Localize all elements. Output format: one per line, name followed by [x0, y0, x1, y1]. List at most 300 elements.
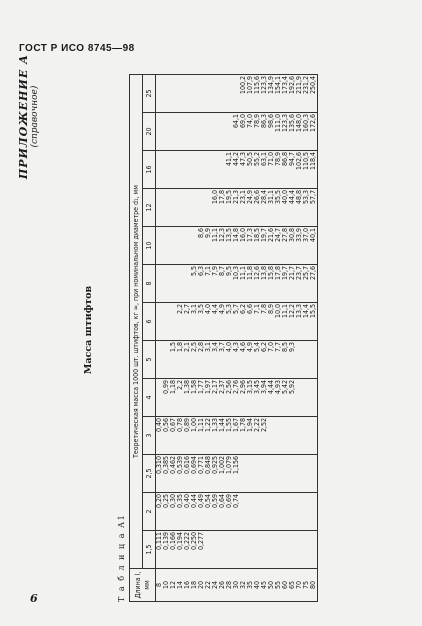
table-cell — [240, 456, 247, 491]
table-cell: 7,9 — [211, 266, 219, 277]
length-value: 35 — [246, 581, 254, 590]
table-cell: 1,11 — [197, 418, 205, 433]
table-cell — [289, 418, 296, 453]
table-cell: 6,3 — [197, 266, 205, 277]
table-cell: 31,1 — [267, 190, 275, 205]
table-cell: 78,9 — [253, 114, 261, 129]
table-cell: 0,925 — [211, 456, 219, 475]
table-cell: 47,3 — [239, 152, 247, 167]
table-cell: 4,0 — [225, 342, 233, 353]
table-cell: 134,9 — [267, 76, 275, 95]
table-cell: 0,40 — [183, 494, 191, 509]
table-cell — [156, 114, 163, 149]
table-cell — [184, 152, 191, 187]
table-cell: 0,222 — [183, 532, 191, 551]
table-cell: 11,1 — [239, 266, 247, 281]
length-header: Длина l, мм — [130, 569, 156, 602]
table-cell: 118,4 — [309, 152, 317, 171]
table-cell — [268, 456, 275, 491]
table-cell: 94,7 — [288, 152, 296, 167]
table-cell — [177, 152, 184, 187]
table-cell: 1,5 — [169, 342, 177, 353]
diameter-header-row — [143, 75, 156, 602]
length-value: 14 — [176, 581, 184, 590]
length-value: 28 — [225, 581, 233, 590]
table-cell — [289, 532, 296, 567]
length-value: 18 — [190, 581, 198, 590]
table-cell: 0,44 — [190, 494, 198, 509]
table-cell: 148,0 — [295, 114, 303, 133]
table-cell — [170, 190, 177, 225]
rotated-content — [11, 50, 401, 610]
table-cell: 23,7 — [295, 266, 303, 281]
table-cell: 3,1 — [204, 342, 212, 353]
length-value: 26 — [218, 581, 226, 590]
table-cell: 4,93 — [274, 380, 282, 395]
table-cell: 1,156 — [232, 456, 240, 475]
table-cell: 4,0 — [204, 304, 212, 315]
table-cell: 123,3 — [281, 114, 289, 133]
table-cell: 21,3 — [232, 190, 240, 205]
table-cell: 0,166 — [169, 532, 177, 551]
length-value: 16 — [183, 581, 191, 590]
mass-column-3 — [156, 417, 318, 455]
table-cell: 17,3 — [246, 228, 254, 243]
table-cell: 15,8 — [267, 266, 275, 281]
table-cell: 0,74 — [232, 494, 240, 509]
diameter-header-10: 16 — [143, 151, 156, 189]
table-cell: 0,277 — [197, 532, 205, 551]
table-cell: 2,8 — [197, 342, 205, 353]
table-cell: 1,00 — [190, 418, 198, 433]
length-value: 80 — [309, 581, 317, 590]
table-cell — [163, 76, 170, 111]
table-cell: 192,6 — [288, 76, 296, 95]
length-value: 24 — [211, 581, 219, 590]
table-cell — [240, 532, 247, 567]
table-cell: 55,2 — [253, 152, 261, 167]
length-value: 32 — [239, 581, 247, 590]
table-cell — [219, 76, 226, 111]
diameter-header-2: 2,5 — [143, 455, 156, 493]
table-cell: 0,462 — [169, 456, 177, 475]
mass-column-11 — [156, 113, 318, 151]
table-cell: 16,0 — [239, 228, 247, 243]
length-value: 20 — [197, 581, 205, 590]
diameter-header-7: 8 — [143, 265, 156, 303]
table-cell: 11,1 — [211, 228, 219, 243]
table-cell: 15,5 — [309, 304, 317, 319]
table-cell — [219, 114, 226, 149]
table-cell: 2,2 — [176, 304, 184, 315]
table-cell: 0,64 — [218, 494, 226, 509]
table-cell — [163, 266, 170, 301]
appendix-heading — [17, 54, 40, 179]
mass-column-6 — [156, 303, 318, 341]
diameter-header-9: 12 — [143, 189, 156, 227]
table-cell — [310, 380, 317, 415]
table-cell — [205, 532, 212, 567]
table-cell — [254, 456, 261, 491]
table-cell: 1,55 — [225, 418, 233, 433]
table-cell: 11,1 — [281, 304, 289, 319]
table-cell: 0,385 — [162, 456, 170, 475]
table-cell — [240, 494, 247, 529]
table-cell — [296, 380, 303, 415]
table-cell: 37,0 — [302, 228, 310, 243]
table-cell: 14,8 — [232, 228, 240, 243]
table-cell — [261, 456, 268, 491]
table-cell — [303, 380, 310, 415]
table-cell — [170, 266, 177, 301]
mass-column-9 — [156, 189, 318, 227]
table-cell: 13,8 — [260, 266, 268, 281]
table-cell — [310, 456, 317, 491]
table-cell: 0,30 — [169, 494, 177, 509]
table-cell — [156, 190, 163, 225]
table-cell — [184, 228, 191, 263]
table-cell — [247, 456, 254, 491]
diameter-header-3: 3 — [143, 417, 156, 455]
table-cell — [296, 342, 303, 377]
table-cell — [163, 304, 170, 339]
table-cell — [247, 494, 254, 529]
appendix-subtitle: (справочное) — [30, 85, 40, 148]
table-cell: 6,2 — [260, 342, 268, 353]
table-cell — [184, 76, 191, 111]
table-cell: 12,6 — [253, 266, 261, 281]
table-cell: 0,59 — [211, 494, 219, 509]
length-value: 22 — [204, 581, 212, 590]
table-cell — [184, 114, 191, 149]
table-cell — [233, 532, 240, 567]
table-cell: 250,4 — [309, 76, 317, 95]
table-cell — [282, 532, 289, 567]
table-cell: 4,9 — [218, 304, 226, 315]
table-cell: 2,5 — [190, 342, 198, 353]
table-cell — [275, 494, 282, 529]
table-cell: 0,54 — [204, 494, 212, 509]
table-cell: 21,6 — [267, 228, 275, 243]
table-cell — [303, 418, 310, 453]
table-cell: 5,3 — [225, 304, 233, 315]
table-cell — [170, 76, 177, 111]
table-cell: 107,9 — [246, 76, 254, 95]
table-cell — [163, 228, 170, 263]
table-cell: 27,6 — [309, 266, 317, 281]
table-cell: 0,694 — [190, 456, 198, 475]
appendix-title: ПРИЛОЖЕНИЕ А — [17, 54, 30, 180]
table-cell: 2,22 — [253, 418, 261, 433]
table-cell — [275, 532, 282, 567]
table-cell: 30,8 — [288, 228, 296, 243]
table-cell: 231,2 — [302, 76, 310, 95]
table-cell: 4,6 — [239, 342, 247, 353]
mass-column-1 — [156, 493, 318, 531]
table-cell — [303, 456, 310, 491]
table-cell — [310, 418, 317, 453]
table-cell — [289, 494, 296, 529]
mass-table — [129, 74, 318, 602]
mass-column-4 — [156, 379, 318, 417]
table-cell — [247, 532, 254, 567]
group-header: Теоретическая масса 1000 шт. штифтов, кг ≈, при номинальном диаметре d₁, мм — [130, 75, 143, 569]
table-cell: 41,1 — [225, 152, 233, 167]
table-cell — [205, 152, 212, 187]
table-cell: 5,4 — [253, 342, 261, 353]
table-cell — [261, 494, 268, 529]
length-value: 75 — [302, 581, 310, 590]
table-cell — [177, 266, 184, 301]
table-cell — [282, 456, 289, 491]
length-value: 10 — [162, 581, 170, 590]
table-cell: 2,76 — [232, 380, 240, 395]
table-cell: 14,4 — [302, 304, 310, 319]
table-cell — [191, 114, 198, 149]
table-cell — [184, 190, 191, 225]
table-cell — [296, 456, 303, 491]
table-cell: 160,3 — [302, 114, 310, 133]
table-cell: 6,6 — [246, 304, 254, 315]
mass-column-8 — [156, 227, 318, 265]
table-cell — [156, 266, 163, 301]
table-cell: 3,1 — [190, 304, 198, 315]
table-cell — [205, 114, 212, 149]
table-cell: 40,1 — [309, 228, 317, 243]
table-cell: 17,8 — [274, 266, 282, 281]
table-cell: 5,92 — [288, 380, 296, 395]
table-cell: 2,37 — [218, 380, 226, 395]
table-cell — [163, 114, 170, 149]
table-cell — [296, 418, 303, 453]
table-cell — [296, 532, 303, 567]
table-cell — [261, 532, 268, 567]
table-cell — [275, 418, 282, 453]
table-cell — [163, 152, 170, 187]
table-cell: 0,20 — [155, 494, 163, 509]
table-cell — [212, 114, 219, 149]
table-label: Т а б л и ц а А1 — [117, 513, 126, 602]
table-cell: 44,2 — [232, 152, 240, 167]
length-value: 50 — [267, 581, 275, 590]
table-cell: 0,194 — [176, 532, 184, 551]
table-cell — [268, 532, 275, 567]
table-cell: 3,4 — [211, 342, 219, 353]
table-cell: 28,4 — [260, 190, 268, 205]
table-cell — [212, 152, 219, 187]
table-cell: 0,49 — [197, 494, 205, 509]
table-body-row — [156, 75, 318, 602]
table-cell: 2,52 — [260, 418, 268, 433]
length-value: 55 — [274, 581, 282, 590]
table-cell: 19,7 — [260, 228, 268, 243]
table-cell: 57,7 — [309, 190, 317, 205]
table-cell: 1,8 — [176, 342, 184, 353]
page-number: 6 — [30, 592, 38, 605]
table-cell — [198, 190, 205, 225]
table-cell: 40,0 — [281, 190, 289, 205]
table-cell: 1,38 — [183, 380, 191, 395]
table-cell: 5,7 — [232, 304, 240, 315]
table-cell: 71,0 — [267, 152, 275, 167]
table-cell: 17,8 — [218, 190, 226, 205]
mass-column-12 — [156, 75, 318, 113]
table-cell: 173,4 — [281, 76, 289, 95]
table-cell — [170, 228, 177, 263]
table-cell — [212, 76, 219, 111]
table-cell: 0,89 — [183, 418, 191, 433]
table-cell: 25,7 — [302, 266, 310, 281]
table-cell: 0,56 — [162, 418, 170, 433]
length-value: 45 — [260, 581, 268, 590]
table-cell — [310, 532, 317, 567]
table-cell — [268, 494, 275, 529]
table-cell — [198, 76, 205, 111]
table-cell — [177, 190, 184, 225]
table-cell: 19,7 — [281, 266, 289, 281]
table-cell — [303, 342, 310, 377]
table-cell: 1,44 — [218, 418, 226, 433]
table-cell: 33,9 — [295, 228, 303, 243]
table-cell: 4,44 — [267, 380, 275, 395]
table-cell: 53,3 — [302, 190, 310, 205]
diameter-header-5: 5 — [143, 341, 156, 379]
table-cell: 7,1 — [253, 304, 261, 315]
table-cell: 123,3 — [260, 76, 268, 95]
table-cell: 2,1 — [183, 342, 191, 353]
table-cell: 7,1 — [204, 266, 212, 277]
table-cell: 1,58 — [190, 380, 198, 395]
table-cell: 3,45 — [253, 380, 261, 395]
table-cell: 100,2 — [239, 76, 247, 95]
table-cell: 9,9 — [204, 228, 212, 239]
table-cell — [198, 152, 205, 187]
table-cell: 0,250 — [190, 532, 198, 551]
table-cell: 0,111 — [155, 532, 163, 551]
table-cell: 35,5 — [274, 190, 282, 205]
mass-column-7 — [156, 265, 318, 303]
table-cell — [303, 532, 310, 567]
table-cell: 0,771 — [197, 456, 205, 475]
table-cell: 0,67 — [169, 418, 177, 433]
table-cell: 115,6 — [253, 76, 261, 95]
table-cell — [191, 152, 198, 187]
table-cell: 2,56 — [225, 380, 233, 395]
table-cell: 9,5 — [225, 266, 233, 277]
table-cell: 0,78 — [176, 418, 184, 433]
mass-column-10 — [156, 151, 318, 189]
table-cell: 4,9 — [246, 342, 254, 353]
length-value: 12 — [169, 581, 177, 590]
mass-column-5 — [156, 341, 318, 379]
table-cell — [191, 190, 198, 225]
table-cell: 63,1 — [260, 152, 268, 167]
table-cell: 12,2 — [288, 304, 296, 319]
table-cell: 7,8 — [260, 304, 268, 315]
table-cell: 1,22 — [204, 418, 212, 433]
mass-column-2 — [156, 455, 318, 493]
table-cell: 0,25 — [162, 494, 170, 509]
table-cell: 74,0 — [246, 114, 254, 129]
table-cell: 102,6 — [295, 152, 303, 171]
table-cell — [205, 76, 212, 111]
table-cell: 26,6 — [253, 190, 261, 205]
table-cell: 154,1 — [274, 76, 282, 95]
table-cell: 1,97 — [204, 380, 212, 395]
table-cell: 6,2 — [239, 304, 247, 315]
table-cell: 12,3 — [218, 228, 226, 243]
table-cell: 27,8 — [281, 228, 289, 243]
length-value: 8 — [155, 583, 163, 588]
table-cell — [310, 342, 317, 377]
table-cell: 2,17 — [211, 380, 219, 395]
table-cell: 78,9 — [274, 152, 282, 167]
table-cell — [282, 418, 289, 453]
table-cell: 3,5 — [197, 304, 205, 315]
table-cell — [219, 532, 226, 567]
table-cell — [170, 152, 177, 187]
table-cell: 1,94 — [246, 418, 254, 433]
length-value: 40 — [253, 581, 261, 590]
table-cell: 2,96 — [239, 380, 247, 395]
table-cell: 21,7 — [288, 266, 296, 281]
table-cell: 0,848 — [204, 456, 212, 475]
table-cell — [156, 76, 163, 111]
table-cell — [156, 304, 163, 339]
table-cell: 110,5 — [302, 152, 310, 171]
table-cell — [254, 532, 261, 567]
diameter-header-4: 4 — [143, 379, 156, 417]
table-cell — [303, 494, 310, 529]
table-cell: 24,9 — [246, 190, 254, 205]
diameter-header-1: 2 — [143, 493, 156, 531]
table-cell: 135,6 — [288, 114, 296, 133]
table-cell: 0,35 — [176, 494, 184, 509]
table-cell — [254, 494, 261, 529]
table-cell: 24,7 — [274, 228, 282, 243]
table-cell: 23,1 — [239, 190, 247, 205]
table-cell: 5,5 — [190, 266, 198, 277]
table-cell: 172,6 — [309, 114, 317, 133]
table-cell — [177, 76, 184, 111]
table-cell — [156, 228, 163, 263]
table-cell: 0,40 — [155, 418, 163, 433]
table-cell — [163, 190, 170, 225]
table-cell — [275, 456, 282, 491]
table-cell: 86,8 — [281, 152, 289, 167]
table-cell — [177, 114, 184, 149]
table-cell: 3,7 — [218, 342, 226, 353]
table-cell — [282, 494, 289, 529]
diameter-header-0: 1,5 — [143, 531, 156, 569]
diameter-header-11: 20 — [143, 113, 156, 151]
table-cell: 0,99 — [162, 380, 170, 395]
length-value: 60 — [281, 581, 289, 590]
table-cell: 0,69 — [225, 494, 233, 509]
table-cell: 1,78 — [239, 418, 247, 433]
table-cell — [289, 456, 296, 491]
table-cell: 3,15 — [246, 380, 254, 395]
table-cell: 48,8 — [295, 190, 303, 205]
table-cell: 18,5 — [253, 228, 261, 243]
table-cell: 10,0 — [274, 304, 282, 319]
table-cell: 1,079 — [225, 456, 233, 475]
table-cell: 98,6 — [267, 114, 275, 129]
table-cell: 4,3 — [232, 342, 240, 353]
table-cell: 19,5 — [225, 190, 233, 205]
length-value: 65 — [288, 581, 296, 590]
table-cell: 1,002 — [218, 456, 226, 475]
